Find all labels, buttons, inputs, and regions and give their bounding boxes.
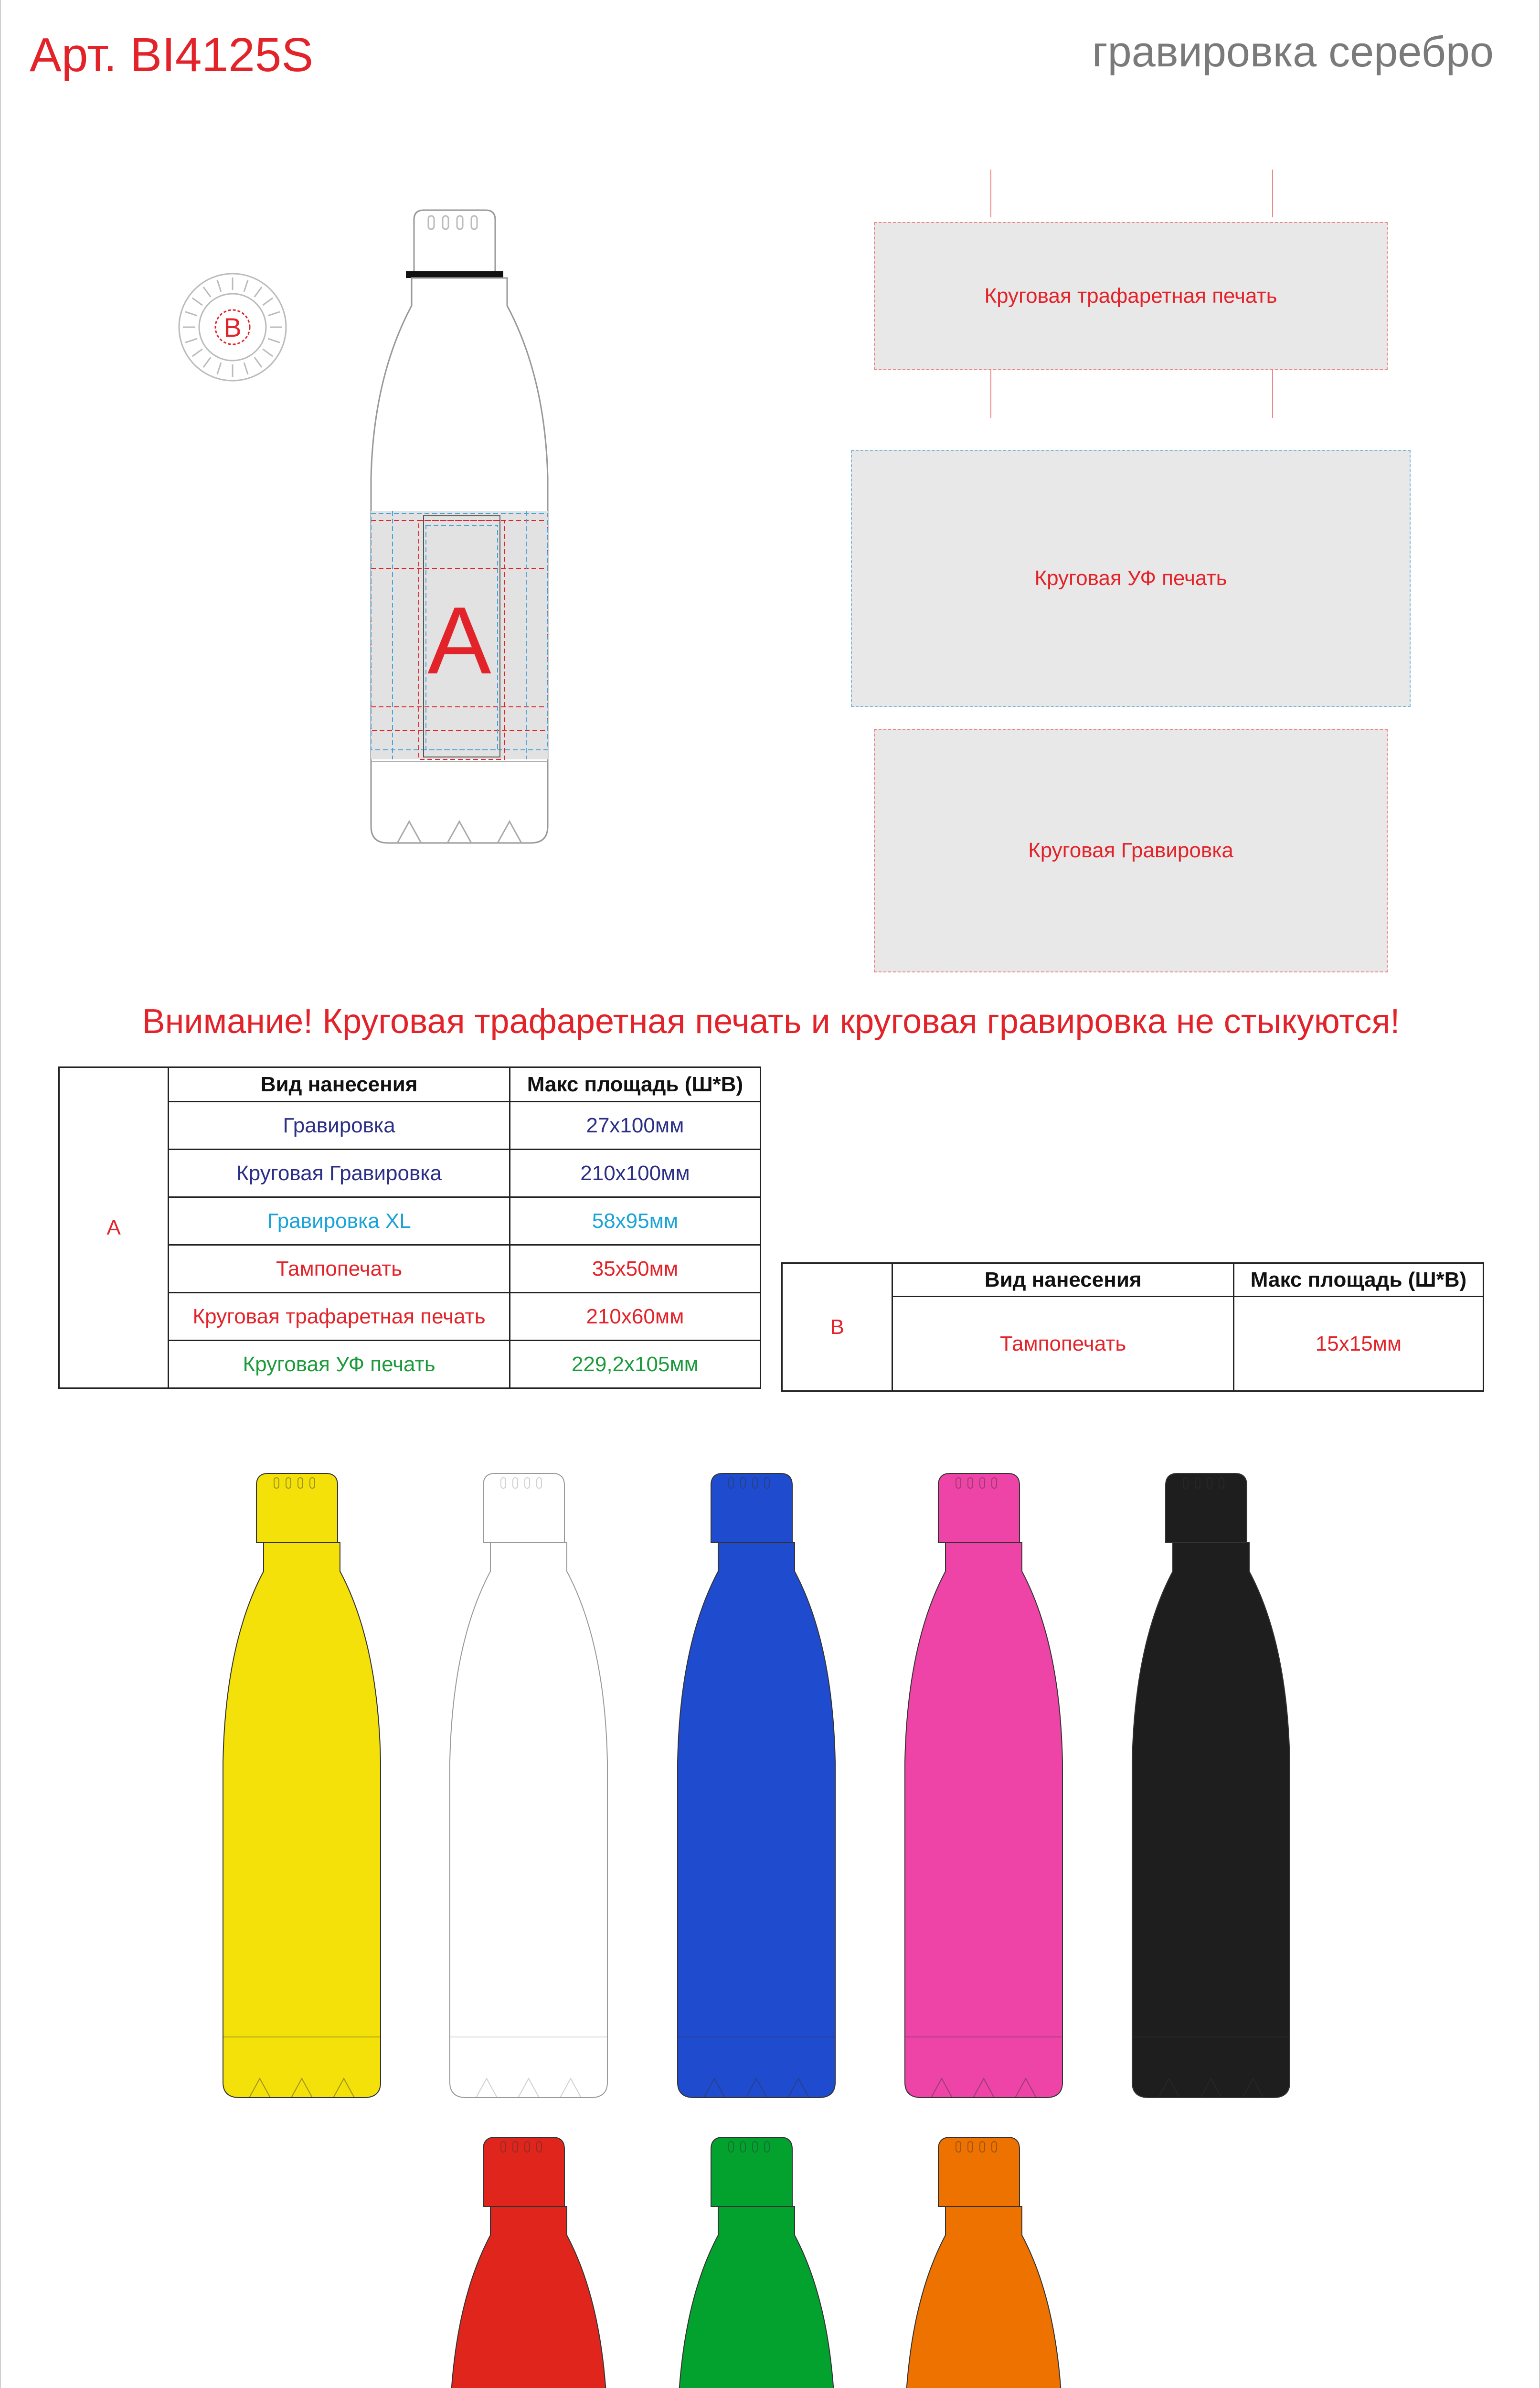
zone-circular-engraving <box>874 729 1388 972</box>
table-b-method: Тампопечать <box>892 1297 1234 1391</box>
table-b-letter: B <box>782 1263 892 1391</box>
zone-circular-uv-print <box>851 450 1411 707</box>
table-a-method: Гравировка <box>169 1102 510 1150</box>
bottle-red <box>447 2135 629 2388</box>
warning-text: Внимание! Круговая трафаретная печать и круговая гравировка не стыкуются! <box>142 1002 1400 1041</box>
table-a-letter: A <box>59 1067 169 1388</box>
zone-label-screen: Круговая трафаретная печать <box>984 284 1277 308</box>
table-b-area: 15x15мм <box>1233 1297 1483 1391</box>
table-a-area: 27x100мм <box>510 1102 760 1150</box>
table-a-method: Тампопечать <box>169 1245 510 1293</box>
table-b-header-method: Вид нанесения <box>892 1263 1234 1297</box>
table-b-header-area: Макс площадь (Ш*В) <box>1233 1263 1483 1297</box>
bottle-line-drawing <box>364 205 555 850</box>
zone-label-engraving: Круговая Гравировка <box>1028 839 1233 862</box>
bottle-black <box>1130 1471 1311 2101</box>
table-a-method: Круговая УФ печать <box>169 1341 510 1388</box>
zone-label-uv: Круговая УФ печать <box>1034 566 1227 590</box>
cap-top-view <box>173 267 292 387</box>
table-a-header-method: Вид нанесения <box>169 1067 510 1102</box>
table-a-area: 229,2x105мм <box>510 1341 760 1388</box>
table-a-method: Круговая трафаретная печать <box>169 1293 510 1341</box>
bottle-white <box>447 1471 629 2101</box>
table-a-area: 58x95мм <box>510 1197 760 1245</box>
bottle-pink <box>903 1471 1084 2101</box>
table-a-method: Гравировка XL <box>169 1197 510 1245</box>
bottle-blue <box>675 1471 857 2101</box>
cap-zone-letter: B <box>223 312 242 342</box>
table-a-area: 210x60мм <box>510 1293 760 1341</box>
table-a-header-area: Макс площадь (Ш*В) <box>510 1067 760 1102</box>
table-zone-a <box>58 1066 761 1389</box>
article-number: Арт. BI4125S <box>30 28 314 82</box>
bottle-orange <box>903 2135 1084 2388</box>
table-a-area: 210x100мм <box>510 1150 760 1197</box>
decoration-method: гравировка серебро <box>1092 28 1494 76</box>
bottle-green <box>675 2135 857 2388</box>
bottle-yellow <box>221 1471 402 2101</box>
table-zone-b <box>781 1262 1484 1392</box>
table-a-method: Круговая Гравировка <box>169 1150 510 1197</box>
zone-a-letter: A <box>427 587 491 694</box>
table-a-area: 35x50мм <box>510 1245 760 1293</box>
zone-circular-screen-print <box>874 222 1388 370</box>
